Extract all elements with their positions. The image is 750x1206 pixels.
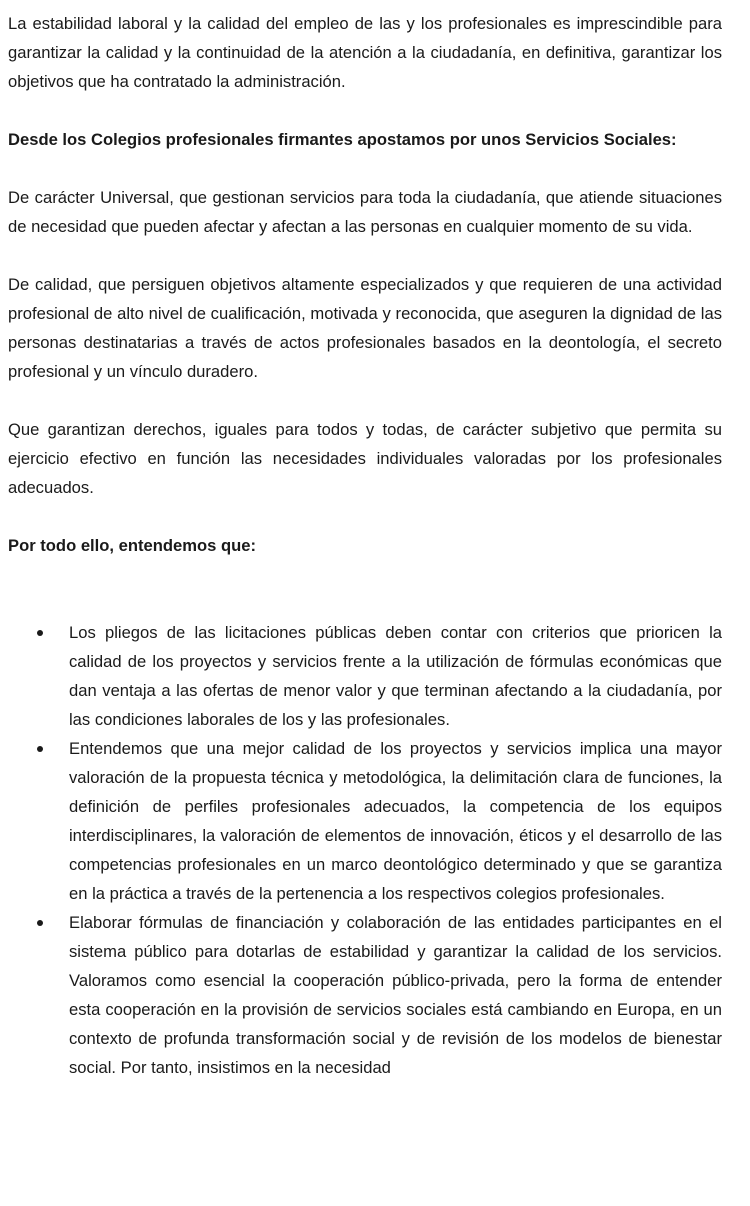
paragraph-universal: De carácter Universal, que gestionan servicios para toda la ciudadanía, que atiende situaciones de necesidad que pueden afectar y afectan a las personas en cualquier momento de su vida. [8,188,722,236]
heading-social-services: Desde los Colegios profesionales firmantes apostamos por unos Servicios Sociales: [8,130,677,149]
list-item-text: Los pliegos de las licitaciones públicas deben contar con criterios que prioricen la calidad de los proyectos y servicios frente a la utilización de fórmulas económicas que dan ventaja a las ofertas de menor valor y que terminan afectando a la ciudadanía, por las condiciones laborales de los y las profesionales. [69,623,722,729]
paragraph-quality: De calidad, que persiguen objetivos altamente especializados y que requieren de una actividad profesional de alto nivel de cualificación, motivada y reconocida, que aseguren la dignidad de las personas destinatarias a través de actos profesionales basados en la deontología, el secreto profesional y un vínculo duradero. [8,275,722,381]
bullet-icon [37,920,43,926]
heading-conclusions: Por todo ello, entendemos que: [8,536,256,555]
bullet-list [8,618,722,1082]
list-item-text: Entendemos que una mejor calidad de los proyectos y servicios implica una mayor valoración de la propuesta técnica y metodológica, la delimitación clara de funciones, la definición de perfiles profesionales adecuados, la competencia de los equipos interdisciplinares, la valoración de elementos de innovación, éticos y el desarrollo de las competencias profesionales en un marco deontológico determinado y que se garantiza en la práctica a través de la pertenencia a los respectivos colegios profesionales. [69,739,722,903]
list-item [69,908,722,1082]
paragraph-employment-stability: La estabilidad laboral y la calidad del empleo de las y los profesionales es imprescindible para garantizar la calidad y la continuidad de la atención a la ciudadanía, en definitiva, garantizar los objetivos que ha contratado la administración. [8,14,722,91]
list-item-text: Elaborar fórmulas de financiación y colaboración de las entidades participantes en el sistema público para dotarlas de estabilidad y garantizar la calidad de los servicios. Valoramos como esencial la cooperación público-privada, pero la forma de entender esta cooperación en la provisión de servicios sociales está cambiando en Europa, en un contexto de profunda transformación social y de revisión de los modelos de bienestar social. Por tanto, insistimos en la necesidad [69,913,722,1077]
paragraph-rights: Que garantizan derechos, iguales para todos y todas, de carácter subjetivo que permita su ejercicio efectivo en función las necesidades individuales valoradas por los profesionales adecuados. [8,420,722,497]
bullet-icon [37,630,43,636]
list-item [69,734,722,908]
bullet-icon [37,746,43,752]
list-item [69,618,722,734]
